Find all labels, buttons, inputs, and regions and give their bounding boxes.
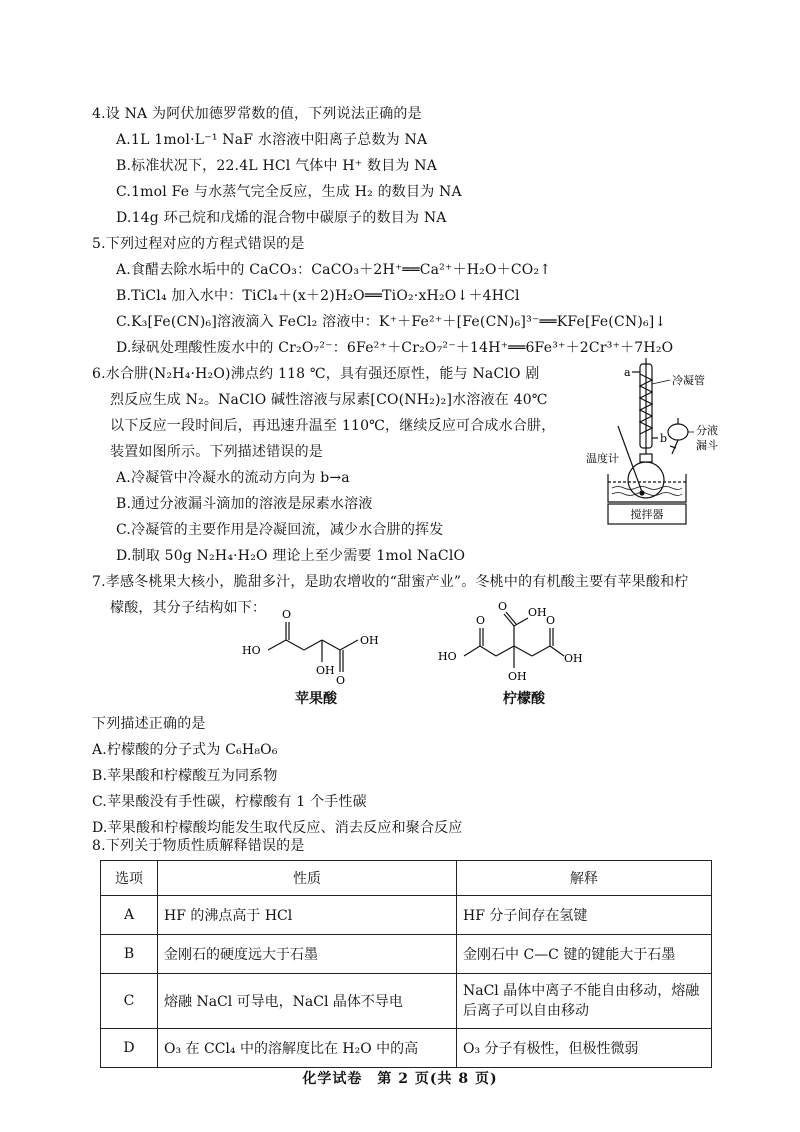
row-key: A [101, 896, 158, 935]
q5-stem: 5.下列过程对应的方程式错误的是 [92, 236, 305, 252]
q4-option-b: B.标准状况下，22.4L HCl 气体中 H⁺ 数目为 NA [116, 158, 438, 174]
q5-option-d: D.绿矾处理酸性废水中的 Cr₂O₇²⁻：6Fe²⁺＋Cr₂O₇²⁻＋14H⁺══6Fe³⁺＋2Cr³⁺＋7H₂O [116, 340, 674, 356]
header-property: 性质 [158, 861, 457, 896]
citric-ho-label: HO [438, 650, 457, 663]
citric-o-label-1: O [476, 614, 486, 627]
flask-icon [628, 454, 664, 498]
q7-stem-line-1: 7.孝感冬桃果大核小，脆甜多汁，是助农增收的“甜蜜产业”。冬桃中的有机酸主要有苹果酸和柠 [92, 574, 689, 590]
citric-oh-label-3: OH [564, 652, 583, 665]
apparatus-diagram [586, 358, 726, 528]
q5-option-c: C.K₃[Fe(CN)₆]溶液滴入 FeCl₂ 溶液中：K⁺＋Fe²⁺＋[Fe(CN)₆]³⁻══KFe[Fe(CN)₆]↓ [116, 314, 667, 330]
malic-o-label-2: O [336, 674, 346, 687]
malic-acid-name: 苹果酸 [295, 691, 337, 707]
row-key: D [101, 1029, 158, 1068]
separatory-funnel-icon [668, 418, 688, 454]
condenser-label: 冷凝管 [672, 374, 705, 387]
label-a: a [624, 366, 631, 379]
malic-o-label-1: O [282, 608, 292, 621]
q7-option-b: B.苹果酸和柠檬酸互为同系物 [92, 768, 278, 784]
header-option: 选项 [101, 861, 158, 896]
q7-sub-stem: 下列描述正确的是 [92, 716, 206, 732]
citric-acid-name: 柠檬酸 [503, 691, 545, 707]
q5-option-b: B.TiCl₄ 加入水中：TiCl₄＋(x＋2)H₂O══TiO₂·xH₂O↓＋4HCl [116, 288, 520, 304]
row-key: C [101, 974, 158, 1029]
q4-option-a: A.1L 1mol·L⁻¹ NaF 水溶液中阳离子总数为 NA [116, 132, 428, 148]
q6-stem-line-1: 6.水合肼(N₂H₄·H₂O)沸点约 118 ℃，具有强还原性，能与 NaClO 剧 [92, 366, 540, 382]
label-b: b [660, 432, 668, 445]
q6-option-d: D.制取 50g N₂H₄·H₂O 理论上至少需要 1mol NaClO [116, 548, 466, 564]
q7-option-a: A.柠檬酸的分子式为 C₆H₈O₆ [92, 742, 278, 758]
malic-oh-label-1: OH [316, 664, 335, 677]
q7-stem-line-2: 檬酸，其分子结构如下： [110, 600, 267, 616]
thermometer-label: 温度计 [586, 452, 619, 465]
q6-stem-line-4: 装置如图所示。下列描述错误的是 [110, 444, 323, 460]
condenser-icon [632, 358, 658, 454]
table-row [101, 935, 712, 974]
malic-ho-label: HO [242, 644, 261, 657]
q4-stem: 4.设 NA 为阿伏加德罗常数的值，下列说法正确的是 [92, 106, 422, 122]
q5-option-a: A.食醋去除水垢中的 CaCO₃：CaCO₃＋2H⁺══Ca²⁺＋H₂O＋CO₂↑ [116, 262, 552, 278]
q6-option-a: A.冷凝管中冷凝水的流动方向为 b→a [116, 470, 350, 486]
row-property: 金刚石的硬度远大于石墨 [158, 935, 457, 974]
q8-table [100, 860, 712, 1068]
table-row [101, 974, 712, 1029]
q6-option-b: B.通过分液漏斗滴加的溶液是尿素水溶液 [116, 496, 373, 512]
q8-stem: 8.下列关于物质性质解释错误的是 [92, 838, 305, 854]
citric-oh-label-2: OH [508, 670, 527, 683]
row-property: O₃ 在 CCl₄ 中的溶解度比在 H₂O 中的高 [158, 1029, 457, 1068]
q4-option-d: D.14g 环己烷和戊烯的混合物中碳原子的数目为 NA [116, 210, 447, 226]
q7-option-d: D.苹果酸和柠檬酸均能发生取代反应、消去反应和聚合反应 [92, 820, 463, 836]
row-property: 熔融 NaCl 可导电，NaCl 晶体不导电 [158, 974, 457, 1029]
citric-oh-label-1: OH [528, 606, 547, 619]
citric-o-label-2: O [498, 600, 508, 613]
q7-option-c: C.苹果酸没有手性碳，柠檬酸有 1 个手性碳 [92, 794, 367, 810]
row-explanation: 金刚石中 C—C 键的键能大于石墨 [457, 935, 712, 974]
row-explanation: NaCl 晶体中离子不能自由移动，熔融后离子可以自由移动 [457, 974, 712, 1029]
page-footer: 化学试卷 第 2 页(共 8 页) [302, 1071, 498, 1087]
table-row [101, 1029, 712, 1068]
q4-option-c: C.1mol Fe 与水蒸气完全反应，生成 H₂ 的数目为 NA [116, 184, 462, 200]
row-property: HF 的沸点高于 HCl [158, 896, 457, 935]
row-key: B [101, 935, 158, 974]
header-explanation: 解释 [457, 861, 712, 896]
malic-acid-structure [232, 604, 402, 688]
funnel-label-1: 分液 [696, 424, 718, 437]
stirrer-label: 搅拌器 [630, 508, 664, 521]
malic-oh-label-2: OH [360, 634, 379, 647]
citric-o-label-3: O [546, 614, 556, 627]
q6-stem-line-2: 烈反应生成 N₂。NaClO 碱性溶液与尿素[CO(NH₂)₂]水溶液在 40℃ [110, 392, 548, 408]
q6-stem-line-3: 以下反应一段时间后，再迅速升温至 110℃，继续反应可合成水合肼， [110, 418, 556, 434]
funnel-label-2: 漏斗 [696, 439, 718, 452]
table-row [101, 896, 712, 935]
citric-acid-structure [434, 596, 604, 692]
row-explanation: O₃ 分子有极性，但极性微弱 [457, 1029, 712, 1068]
table-header-row [101, 861, 712, 896]
q6-option-c: C.冷凝管的主要作用是冷凝回流，减少水合肼的挥发 [116, 522, 444, 538]
row-explanation: HF 分子间存在氢键 [457, 896, 712, 935]
